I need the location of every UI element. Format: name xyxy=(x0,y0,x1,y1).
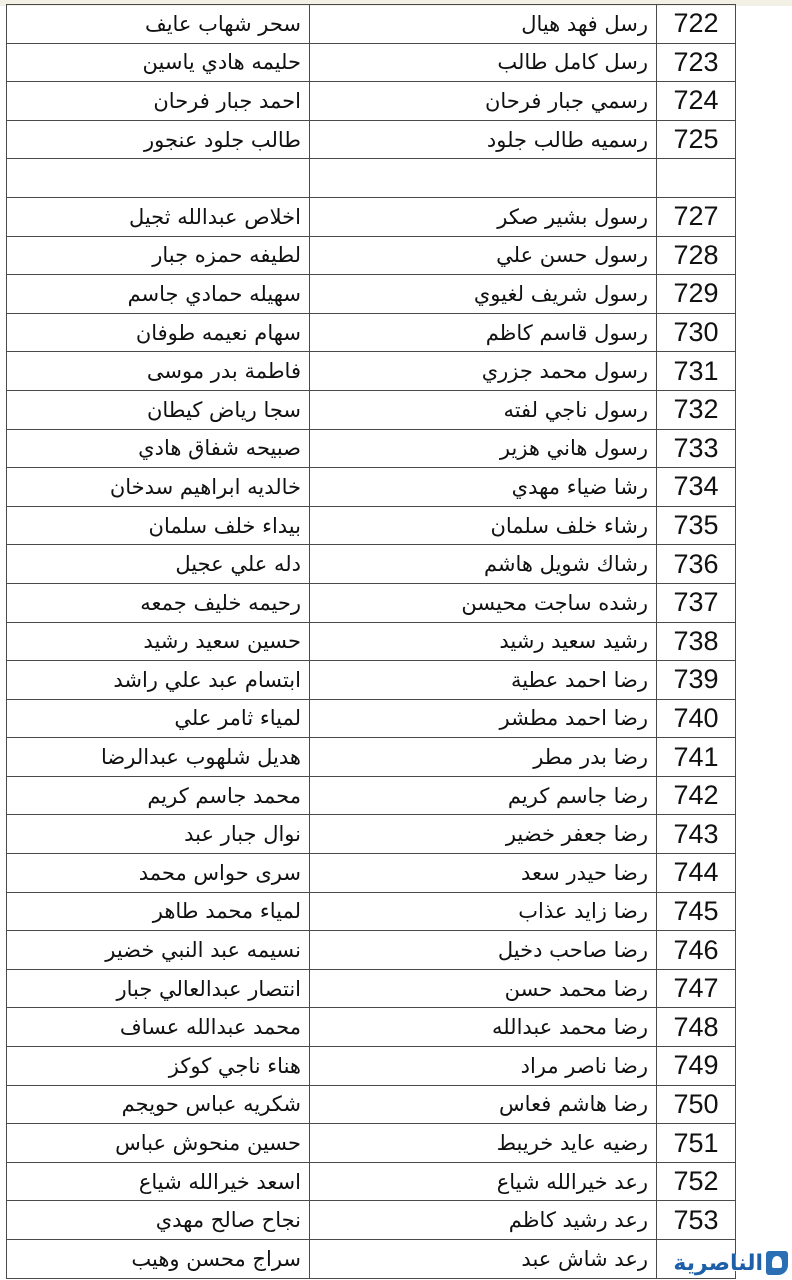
mother-name: انتصار عبدالعالي جبار xyxy=(7,969,310,1008)
table-row xyxy=(7,352,736,391)
row-number: 747 xyxy=(657,969,736,1008)
table-row xyxy=(7,43,736,82)
student-name: رسمي جبار فرحان xyxy=(310,82,657,121)
names-table xyxy=(6,4,736,1279)
table-row xyxy=(7,468,736,507)
table-row xyxy=(7,159,736,198)
row-number: 753 xyxy=(657,1201,736,1240)
student-name: رضا احمد عطية xyxy=(310,661,657,700)
row-number: 732 xyxy=(657,390,736,429)
logo-mark-icon xyxy=(766,1251,788,1275)
row-number: 746 xyxy=(657,931,736,970)
mother-name: دله علي عجيل xyxy=(7,545,310,584)
row-number: 740 xyxy=(657,699,736,738)
mother-name: رحيمه خليف جمعه xyxy=(7,583,310,622)
row-number: 728 xyxy=(657,236,736,275)
table-row xyxy=(7,661,736,700)
student-name: رضا صاحب دخيل xyxy=(310,931,657,970)
table-row xyxy=(7,5,736,44)
table-row xyxy=(7,275,736,314)
student-name: رضا جعفر خضير xyxy=(310,815,657,854)
mother-name: محمد عبدالله عساف xyxy=(7,1008,310,1047)
row-number: 741 xyxy=(657,738,736,777)
row-number xyxy=(657,159,736,198)
mother-name: حسين سعيد رشيد xyxy=(7,622,310,661)
table-row xyxy=(7,1047,736,1086)
student-name: رشيد سعيد رشيد xyxy=(310,622,657,661)
table-row xyxy=(7,313,736,352)
row-number: 734 xyxy=(657,468,736,507)
student-name: رضا محمد عبدالله xyxy=(310,1008,657,1047)
student-name: رضا حيدر سعد xyxy=(310,854,657,893)
row-number: 723 xyxy=(657,43,736,82)
row-number: 743 xyxy=(657,815,736,854)
mother-name: لمياء محمد طاهر xyxy=(7,892,310,931)
row-number: 733 xyxy=(657,429,736,468)
mother-name: سحر شهاب عايف xyxy=(7,5,310,44)
row-number: 739 xyxy=(657,661,736,700)
student-name: رسل كامل طالب xyxy=(310,43,657,82)
mother-name: سهيله حمادي جاسم xyxy=(7,275,310,314)
row-number: 745 xyxy=(657,892,736,931)
table-row xyxy=(7,1201,736,1240)
table-row xyxy=(7,815,736,854)
row-number: 736 xyxy=(657,545,736,584)
table-row xyxy=(7,390,736,429)
row-number: 735 xyxy=(657,506,736,545)
row-number: 724 xyxy=(657,82,736,121)
table-row xyxy=(7,1162,736,1201)
logo-text: الناصرية xyxy=(673,1250,763,1276)
table-row xyxy=(7,854,736,893)
student-name: رسل فهد هيال xyxy=(310,5,657,44)
mother-name: اسعد خيرالله شياع xyxy=(7,1162,310,1201)
table-row xyxy=(7,1008,736,1047)
table-row xyxy=(7,699,736,738)
row-number: 751 xyxy=(657,1124,736,1163)
student-name: رسول بشير صكر xyxy=(310,197,657,236)
row-number: 748 xyxy=(657,1008,736,1047)
table-row xyxy=(7,931,736,970)
mother-name: نوال جبار عبد xyxy=(7,815,310,854)
student-name xyxy=(310,159,657,198)
mother-name: فاطمة بدر موسى xyxy=(7,352,310,391)
table-row xyxy=(7,120,736,159)
mother-name: ابتسام عبد علي راشد xyxy=(7,661,310,700)
student-name: رشده ساجت محيسن xyxy=(310,583,657,622)
row-number: 742 xyxy=(657,776,736,815)
student-name: رسول قاسم كاظم xyxy=(310,313,657,352)
row-number: 744 xyxy=(657,854,736,893)
table-row xyxy=(7,545,736,584)
table-row xyxy=(7,738,736,777)
names-table-body xyxy=(7,5,736,1279)
table-row xyxy=(7,236,736,275)
row-number: 722 xyxy=(657,5,736,44)
mother-name: نجاح صالح مهدي xyxy=(7,1201,310,1240)
mother-name: خالديه ابراهيم سدخان xyxy=(7,468,310,507)
student-name: رضا زايد عذاب xyxy=(310,892,657,931)
student-name: رعد رشيد كاظم xyxy=(310,1201,657,1240)
row-number: 730 xyxy=(657,313,736,352)
student-name: رسول شريف لغيوي xyxy=(310,275,657,314)
student-name: رعد شاش عبد xyxy=(310,1240,657,1279)
student-name: رضا جاسم كريم xyxy=(310,776,657,815)
table-row xyxy=(7,1124,736,1163)
row-number: 731 xyxy=(657,352,736,391)
row-number: 737 xyxy=(657,583,736,622)
table-row xyxy=(7,1240,736,1279)
table-row xyxy=(7,583,736,622)
student-name: رعد خيرالله شياع xyxy=(310,1162,657,1201)
mother-name: نسيمه عبد النبي خضير xyxy=(7,931,310,970)
table-row xyxy=(7,82,736,121)
mother-name: حليمه هادي ياسين xyxy=(7,43,310,82)
table-row xyxy=(7,892,736,931)
mother-name: بيداء خلف سلمان xyxy=(7,506,310,545)
student-name: رضا محمد حسن xyxy=(310,969,657,1008)
mother-name: سهام نعيمه طوفان xyxy=(7,313,310,352)
student-name: رضا احمد مطشر xyxy=(310,699,657,738)
mother-name: هناء ناجي كوكز xyxy=(7,1047,310,1086)
student-name: رسول محمد جزري xyxy=(310,352,657,391)
table-row xyxy=(7,776,736,815)
mother-name: محمد جاسم كريم xyxy=(7,776,310,815)
student-name: رضيه عايد خريبط xyxy=(310,1124,657,1163)
watermark-logo xyxy=(673,1248,788,1278)
mother-name: صبيحه شفاق هادي xyxy=(7,429,310,468)
row-number: 752 xyxy=(657,1162,736,1201)
student-name: رضا ناصر مراد xyxy=(310,1047,657,1086)
mother-name xyxy=(7,159,310,198)
row-number: 725 xyxy=(657,120,736,159)
student-name: رضا هاشم فعاس xyxy=(310,1085,657,1124)
mother-name: لطيفه حمزه جبار xyxy=(7,236,310,275)
mother-name: سجا رياض كيطان xyxy=(7,390,310,429)
mother-name: لمياء ثامر علي xyxy=(7,699,310,738)
student-name: رضا بدر مطر xyxy=(310,738,657,777)
student-name: رسول ناجي لفته xyxy=(310,390,657,429)
student-name: رشاء خلف سلمان xyxy=(310,506,657,545)
row-number: 749 xyxy=(657,1047,736,1086)
student-name: رشا ضياء مهدي xyxy=(310,468,657,507)
mother-name: سراج محسن وهيب xyxy=(7,1240,310,1279)
row-number: 738 xyxy=(657,622,736,661)
table-row xyxy=(7,622,736,661)
table-row xyxy=(7,429,736,468)
mother-name: اخلاص عبدالله ثجيل xyxy=(7,197,310,236)
mother-name: هديل شلهوب عبدالرضا xyxy=(7,738,310,777)
mother-name: طالب جلود عنجور xyxy=(7,120,310,159)
mother-name: احمد جبار فرحان xyxy=(7,82,310,121)
student-name: رشاك شويل هاشم xyxy=(310,545,657,584)
row-number: 729 xyxy=(657,275,736,314)
table-row xyxy=(7,197,736,236)
table-row xyxy=(7,506,736,545)
mother-name: شكريه عباس حويجم xyxy=(7,1085,310,1124)
mother-name: سرى حواس محمد xyxy=(7,854,310,893)
row-number: 750 xyxy=(657,1085,736,1124)
table-row xyxy=(7,969,736,1008)
table-row xyxy=(7,1085,736,1124)
row-number: 727 xyxy=(657,197,736,236)
student-name: رسول حسن علي xyxy=(310,236,657,275)
student-name: رسميه طالب جلود xyxy=(310,120,657,159)
student-name: رسول هاني هزير xyxy=(310,429,657,468)
mother-name: حسين منحوش عباس xyxy=(7,1124,310,1163)
